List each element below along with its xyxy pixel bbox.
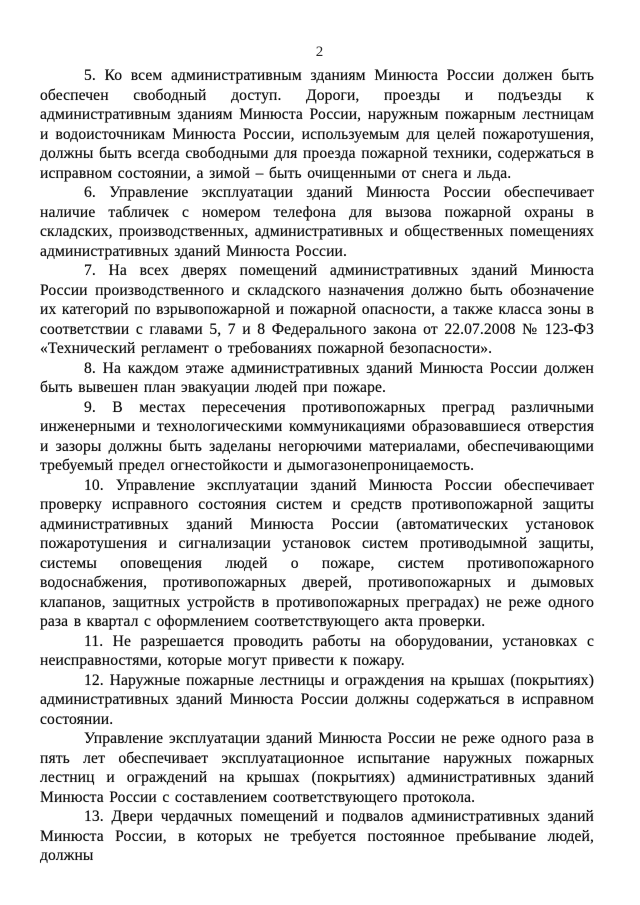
paragraph-5: 5. Ко всем административным зданиям Минюста России должен быть обеспечен свободный доступ. Дороги, проезды и подъезды к административным зданиям Минюста России, наружным пожарным лестницам и водоисточникам Минюста России, используемым для целей пожаротушения, должны быть всегда свободными для проезда пожарной техники, содержаться в исправном состоянии, а зимой – быть очищенными от снега и льда. (40, 67, 594, 182)
paragraph-12-continuation: Управление эксплуатации зданий Минюста России не реже одного раза в пять лет обеспечивает эксплуатационное испытание наружных пожарных лестниц и ограждений на крышах (покрытиях) административных зданий Минюста России с составлением соответствующего протокола. (40, 730, 594, 806)
paragraph-8: 8. На каждом этаже административных зданий Минюста России должен быть вывешен план эвакуации людей при пожаре. (40, 359, 594, 396)
paragraph-6: 6. Управление эксплуатации зданий Минюста России обеспечивает наличие табличек с номером телефона для вызова пожарной охраны в складских, производственных, административных и общественных помещениях административных зданий Минюста России. (40, 184, 594, 260)
paragraph-13: 13. Двери чердачных помещений и подвалов административных зданий Минюста России, в которых не требуется постоянное пребывание людей, должны (40, 808, 594, 864)
page-number: 2 (315, 44, 325, 60)
paragraph-11: 11. Не разрешается проводить работы на оборудовании, установках с неисправностями, которые могут привести к пожару. (40, 632, 594, 669)
document-body (40, 66, 594, 866)
paragraph-10: 10. Управление эксплуатации зданий Минюста России обеспечивает проверку исправного состояния систем и средств противопожарной защиты административных зданий Минюста России (автоматических установок пожаротушения и сигнализации установок систем противодымной защиты, системы оповещения людей о пожаре, систем противопожарного водоснабжения, противопожарных дверей, противопожарных и дымовых клапанов, защитных устройств в противопожарных преградах) не реже одного раза в квартал с оформлением соответствующего акта проверки. (40, 476, 594, 630)
paragraph-12: 12. Наружные пожарные лестницы и ограждения на крышах (покрытиях) административных зданий Минюста России должны содержаться в исправном состоянии. (40, 671, 594, 728)
paragraph-9: 9. В местах пересечения противопожарных преград различными инженерными и технологическими коммуникациями образовавшиеся отверстия и зазоры должны быть заделаны негорючими материалами, обеспечивающими требуемый предел огнестойкости и дымогазонепроницаемость. (40, 398, 594, 474)
paragraph-7: 7. На всех дверях помещений административных зданий Минюста России производственного и складского назначения должно быть обозначение их категорий по взрывопожарной и пожарной опасности, а также класса зоны в соответствии с главами 5, 7 и 8 Федерального закона от 22.07.2008 № 123-ФЗ «Технический регламент о требованиях пожарной безопасности». (40, 262, 594, 357)
